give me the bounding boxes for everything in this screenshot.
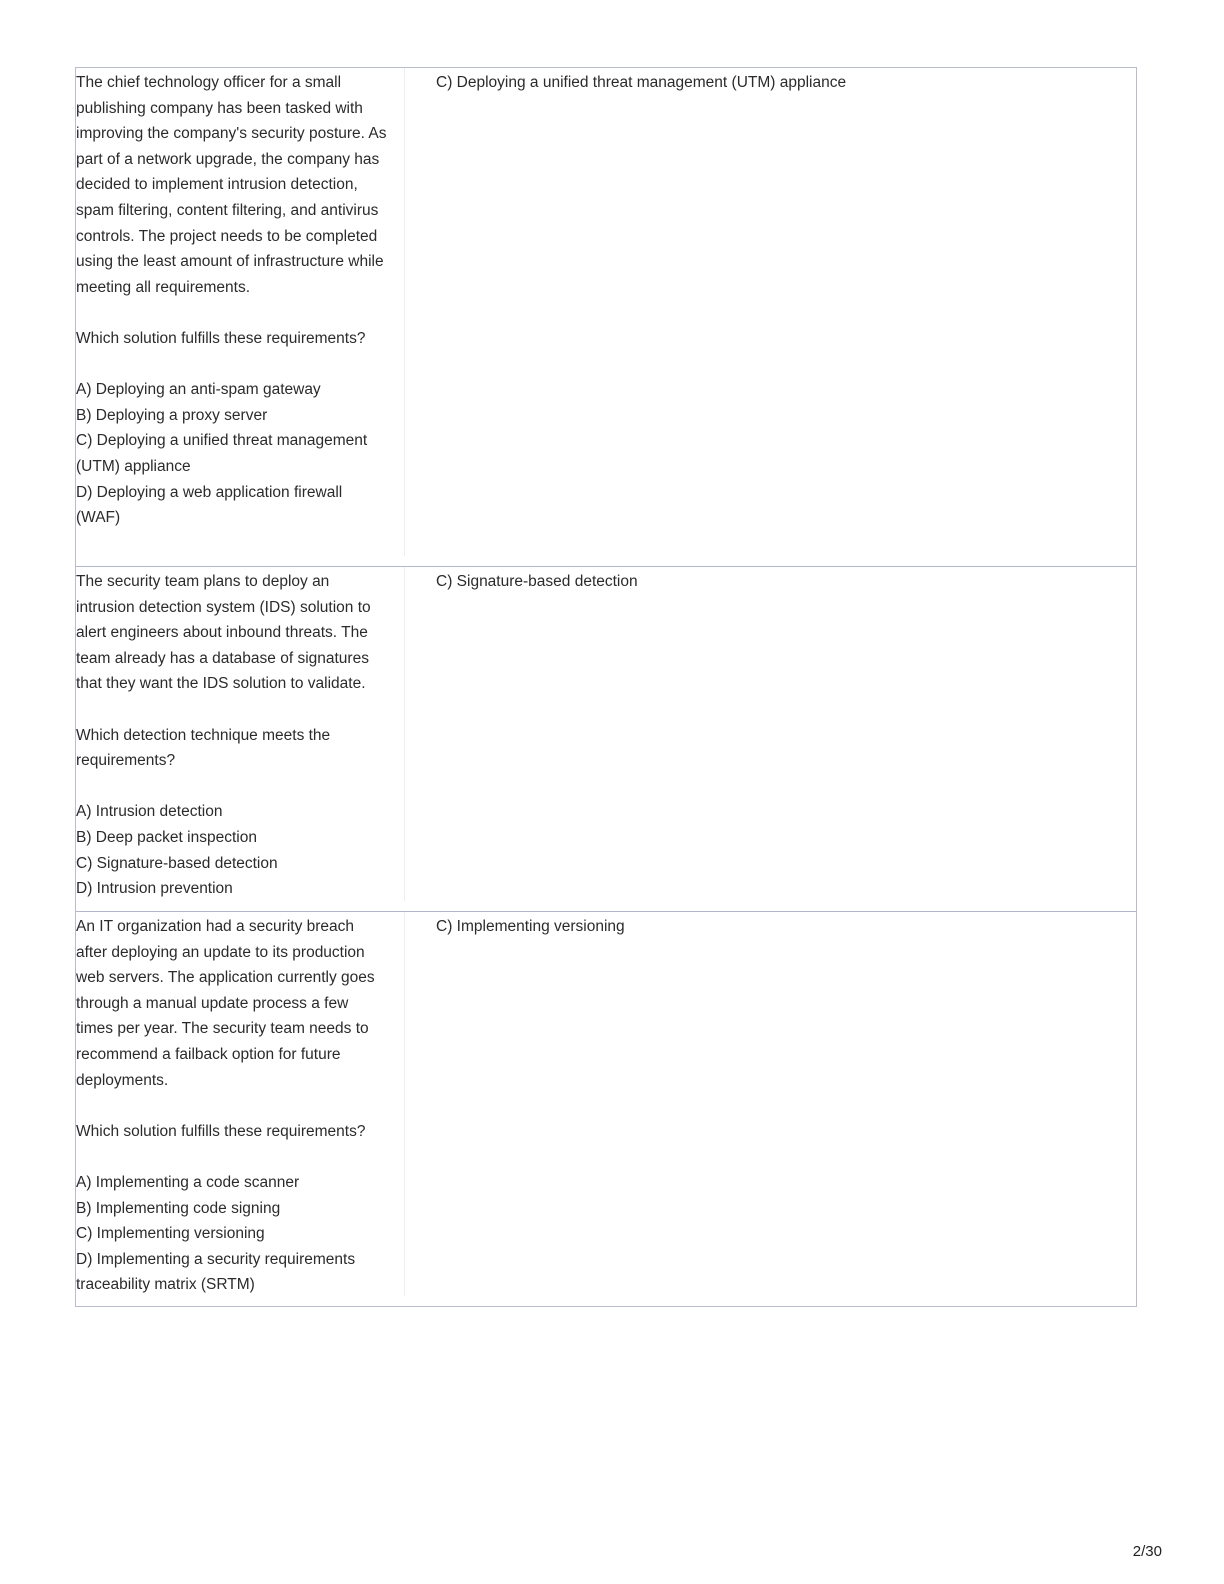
page-number: 2/30 [1132, 1543, 1162, 1560]
option-c: C) Deploying a unified threat management (UTM) appliance [76, 432, 368, 475]
option-c: C) Signature-based detection [76, 854, 278, 872]
option-d: D) Intrusion prevention [76, 880, 233, 898]
answer-cell [405, 68, 1136, 566]
option-b: B) Implementing code signing [76, 1199, 281, 1217]
answer-cell [405, 567, 1136, 911]
options-list [76, 799, 388, 901]
question-cell [76, 68, 405, 556]
question-prompt: Which solution fulfills these requirements? [76, 329, 366, 347]
table-row [76, 68, 1136, 566]
question-cell [76, 912, 405, 1296]
question-prompt: Which solution fulfills these requirements? [76, 1122, 366, 1140]
option-b: B) Deep packet inspection [76, 828, 257, 846]
question-answer-table [75, 67, 1137, 1307]
answer-text: C) Deploying a unified threat management (UTM) appliance [436, 74, 847, 91]
option-a: A) Implementing a code scanner [76, 1173, 300, 1191]
answer-cell [405, 912, 1136, 1306]
option-d: D) Deploying a web application firewall (WAF) [76, 483, 343, 527]
option-b: B) Deploying a proxy server [76, 406, 268, 424]
option-a: A) Intrusion detection [76, 803, 223, 821]
table-row [76, 566, 1136, 911]
question-cell [76, 567, 405, 901]
option-d: D) Implementing a security requirements traceability matrix (SRTM) [76, 1250, 356, 1294]
option-c: C) Implementing versioning [76, 1225, 265, 1243]
options-list [76, 377, 388, 531]
question-text: An IT organization had a security breach after deploying an update to its production web servers. The application currently goes through a manual update process a few times per year. The security team needs to recommend a failback option for future deployments. [76, 918, 375, 1089]
question-prompt: Which detection technique meets the requirements? [76, 726, 331, 770]
question-text: The security team plans to deploy an intrusion detection system (IDS) solution to alert engineers about inbound threats. The team already has a database of signatures that they want the IDS solution to validate. [76, 573, 371, 693]
table-row [76, 911, 1136, 1306]
option-a: A) Deploying an anti-spam gateway [76, 381, 321, 399]
answer-text: C) Implementing versioning [436, 918, 625, 935]
question-text: The chief technology officer for a small publishing company has been tasked with improving the company's security posture. As part of a network upgrade, the company has decided to implement intrusion detection, spam filtering, content filtering, and antivirus controls. The project needs to be completed using the least amount of infrastructure while meeting all requirements. [76, 74, 387, 296]
answer-text: C) Signature-based detection [436, 573, 638, 590]
options-list [76, 1170, 388, 1298]
